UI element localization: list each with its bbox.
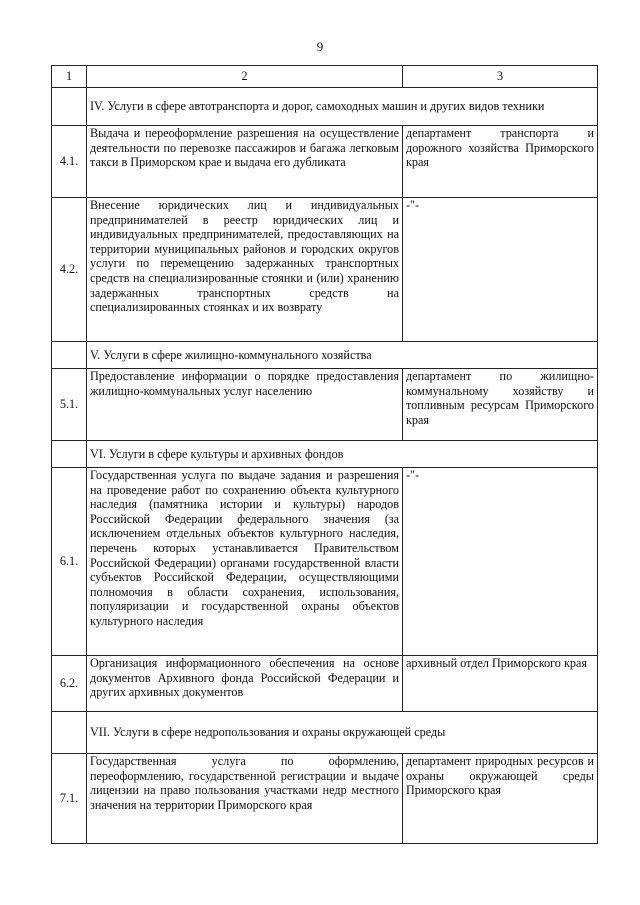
responsible-authority: архивный отдел Приморского края: [403, 656, 598, 712]
section-title-vii: VII. Услуги в сфере недропользования и охраны окружающей среды: [87, 712, 598, 754]
section-row-iv: [52, 88, 598, 126]
row-number: 4.1.: [52, 126, 87, 198]
page-number: 9: [316, 39, 324, 54]
row-number: 7.1.: [52, 754, 87, 844]
responsible-authority: департамент транспорта и дорожного хозяйства Приморского края: [403, 126, 598, 198]
table-row-5-1: [52, 369, 598, 441]
section-number-cell: [52, 712, 87, 754]
table-row-6-2: [52, 656, 598, 712]
service-name: Предоставление информации о порядке предоставления жилищно-коммунальных услуг населению: [87, 369, 403, 441]
service-name: Внесение юридических лиц и индивидуальных предпринимателей в реестр юридических лиц и индивидуальных предпринимателей, предоставляющих на территории муниципальных районов и городских округов услуги по перемещению задержанных транспортных средств на специализированные стоянки и (или) хранению задержанных транспортных средств на специализированных стоянках и их возврату: [87, 198, 403, 342]
responsible-authority: -"-: [403, 468, 598, 656]
responsible-authority: департамент природных ресурсов и охраны окружающей среды Приморского края: [403, 754, 598, 844]
section-number-cell: [52, 441, 87, 468]
service-name: Организация информационного обеспечения на основе документов Архивного фонда Российской Федерации и других архивных документов: [87, 656, 403, 712]
section-title-v: V. Услуги в сфере жилищно-коммунального хозяйства: [87, 342, 598, 369]
table-row-4-1: [52, 126, 598, 198]
section-row-vii: [52, 712, 598, 754]
header-col-2: 2: [87, 66, 403, 88]
section-row-vi: [52, 441, 598, 468]
header-col-3: 3: [403, 66, 598, 88]
row-number: 5.1.: [52, 369, 87, 441]
services-table: [51, 65, 598, 844]
responsible-authority: -"-: [403, 198, 598, 342]
row-number: 6.2.: [52, 656, 87, 712]
section-title-vi: VI. Услуги в сфере культуры и архивных фондов: [87, 441, 598, 468]
service-name: Выдача и переоформление разрешения на осуществление деятельности по перевозке пассажиров и багажа легковым такси в Приморском крае и выдача его дубликата: [87, 126, 403, 198]
header-col-1: 1: [52, 66, 87, 88]
table-row-7-1: [52, 754, 598, 844]
table-row-4-2: [52, 198, 598, 342]
table-row-6-1: [52, 468, 598, 656]
service-name: Государственная услуга по оформлению, переоформлению, государственной регистрации и выдаче лицензии на право пользования участками недр местного значения на территории Приморского края: [87, 754, 403, 844]
section-title-iv: IV. Услуги в сфере автотранспорта и дорог, самоходных машин и других видов техники: [87, 88, 598, 126]
section-number-cell: [52, 342, 87, 369]
section-row-v: [52, 342, 598, 369]
service-name: Государственная услуга по выдаче задания и разрешения на проведение работ по сохранению объекта культурного наследия (памятника истории и культуры) народов Российской Федерации федерального значения (за исключением отдельных объектов культурного наследия, перечень которых устанавливается Правительством Российской Федерации) органами государственной власти субъектов Российской Федерации, осуществляющими полномочия в области сохранения, использования, популяризации и государственной охраны объектов культурного наследия: [87, 468, 403, 656]
section-number-cell: [52, 88, 87, 126]
table-header-row: [52, 66, 598, 88]
row-number: 6.1.: [52, 468, 87, 656]
responsible-authority: департамент по жилищно-коммунальному хозяйству и топливным ресурсам Приморского края: [403, 369, 598, 441]
row-number: 4.2.: [52, 198, 87, 342]
